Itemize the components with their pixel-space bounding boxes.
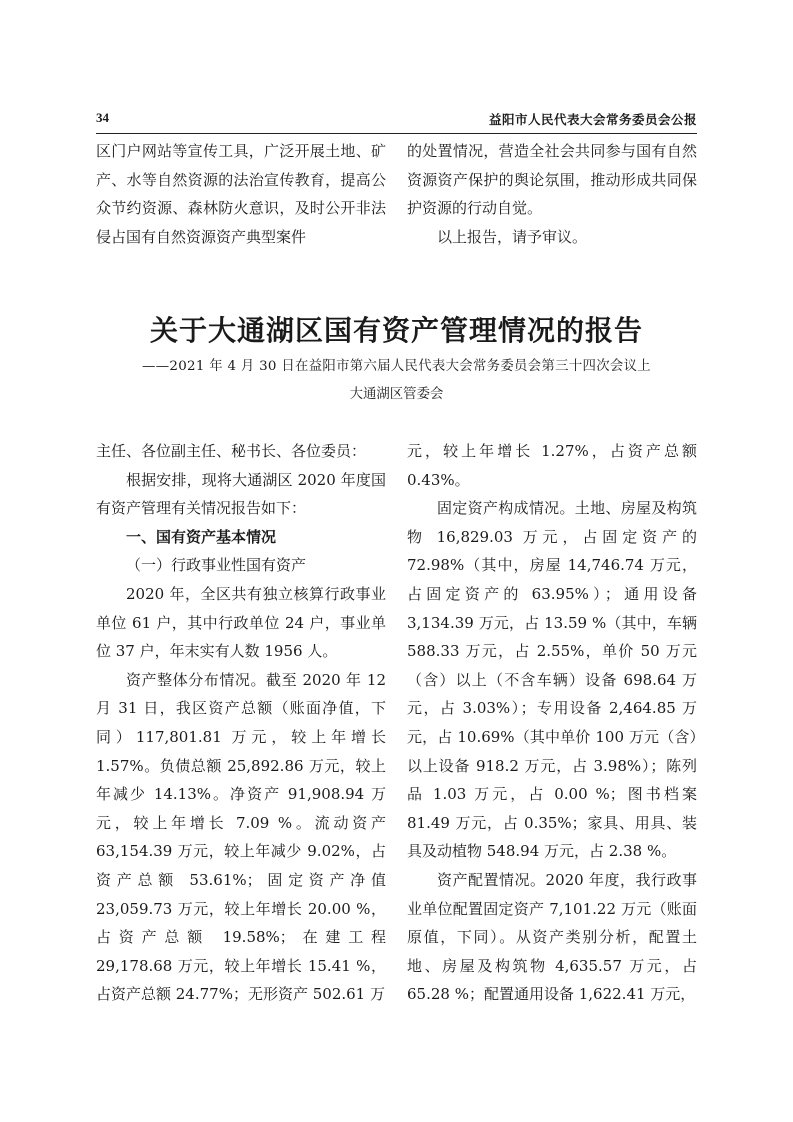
units-paragraph: 2020 年，全区共有独立核算行政事业单位 61 户，其中行政单位 24 户，事业单位 37 户，年末实有人数 1956 人。 (96, 584, 386, 661)
article-author: 大通湖区管委会 (349, 387, 444, 402)
page-header (96, 108, 697, 130)
intro-paragraph: 根据安排，现将大通湖区 2020 年度国有资产管理有关情况报告如下： (96, 470, 386, 518)
distribution-paragraph-continued: 元，较上年增长 1.27%，占资产总额 0.43%。 (407, 442, 697, 489)
distribution-paragraph: 资产整体分布情况。截至 2020 年 12 月 31 日，我区资产总额（账面净值，下同）117,801.81 万元，较上年增长 1.57%。负债总额 25,892.86 万元，较上年减少 14.13%。净资产 91,908.94 万元，较上年增长 7.09 %。流动资产 63,154.39 万元，较上年减少 9.02%，占资产总额 53.61%；固定资产净值 23,059.73 万元，较上年增长 20.00 %，占资产总额 19.58%；在建工程 29,178.68 万元，较上年增长 15.41 %，占资产总额 24.77%；无形资产 502.61 万 (96, 670, 386, 1004)
previous-article-paragraph-end: 的处置情况，营造全社会共同参与国有自然资源资产保护的舆论氛围，推动形成共同保护资源的行动自觉。 (407, 142, 697, 218)
previous-article-closing: 以上报告，请予审议。 (437, 227, 588, 246)
page-number: 34 (96, 110, 109, 125)
subsection-heading: （一）行政事业性国有资产 (126, 556, 307, 575)
article-title: 关于大通湖区国有资产管理情况的报告 (149, 314, 643, 347)
running-title: 益阳市人民代表大会常务委员会公报 (488, 112, 697, 127)
previous-article-right-column (407, 137, 697, 251)
salutation: 主任、各位副主任、秘书长、各位委员： (96, 442, 367, 460)
section-heading: 一、国有资产基本情况 (126, 527, 277, 546)
composition-paragraph: 固定资产构成情况。土地、房屋及构筑物 16,829.03 万元，占固定资产的 72.98%（其中，房屋 14,746.74 万元，占固定资产的 63.95%）；通用设备 3,134.39 万元，占 13.59 %（其中，车辆 588.33 万元，占 2.55%，单价 50 万元（含）以上（不含车辆）设备 698.64 万元，占 3.03%）；专用设备 2,464.85 万元，占 10.69%（其中单价 100 万元（含）以上设备 918.2 万元，占 3.98%）；陈列品 1.03 万元，占 0.00 %；图书档案 81.49 万元，占 0.35%；家具、用具、装具及动植物 548.94 万元，占 2.38 %。 (407, 499, 697, 861)
previous-article-left-column (96, 137, 386, 251)
previous-article-paragraph: 区门户网站等宣传工具，广泛开展土地、矿产、水等自然资源的法治宣传教育，提高公众节约资源、森林防火意识，及时公开非法侵占国有自然资源资产典型案件 (96, 142, 386, 246)
article-subtitle: ——2021 年 4 月 30 日在益阳市第六届人民代表大会常务委员会第三十四次会议上 (142, 359, 651, 374)
article-right-column (407, 437, 697, 1009)
allocation-paragraph: 资产配置情况。2020 年度，我行政事业单位配置固定资产 7,101.22 万元（账面原值，下同）。从资产类别分析，配置土地、房屋及构筑物 4,635.57 万元，占 65.28 %；配置通用设备 1,622.41 万元， (407, 870, 697, 1004)
article-left-column (96, 437, 386, 1009)
header-rule (96, 133, 697, 134)
